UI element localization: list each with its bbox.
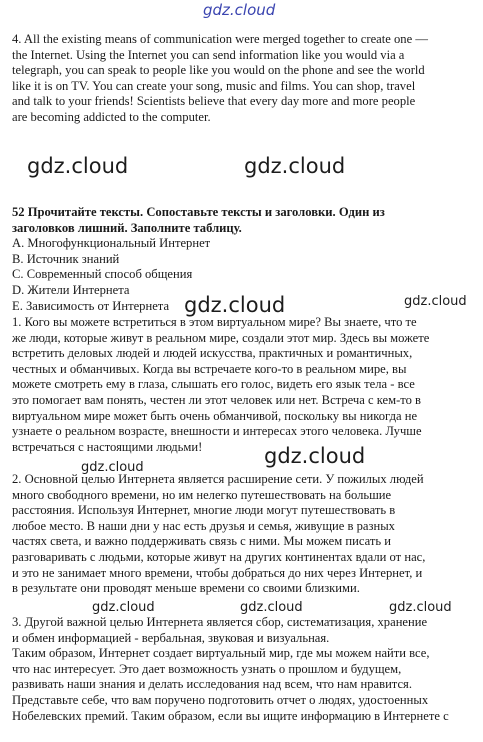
watermark: gdz.cloud: [27, 154, 129, 178]
text-line: и обмен информацией - вербальная, звуковая и визуальная.: [12, 630, 330, 645]
text-line: встречаться с настоящими людьми!: [12, 439, 203, 454]
watermark: gdz.cloud: [244, 154, 346, 178]
heading-option-d: D. Жители Интернета: [12, 282, 130, 297]
text-line: Таким образом, Интернет создает виртуальный мир, где мы можем найти все,: [12, 646, 430, 661]
watermark-top: gdz.cloud: [203, 1, 276, 19]
text-line: 3. Другой важной целью Интернета является сбор, систематизация, хранение: [12, 615, 428, 629]
heading-option-b: В. Источник знаний: [12, 251, 120, 266]
text-line: много свободного времени, но им нелегко путешествовать на большие: [12, 487, 392, 502]
watermark: gdz.cloud: [184, 293, 286, 317]
text-line: можете смотреть ему в глаза, слышать его голос, видеть его язык тела - все: [12, 377, 415, 392]
text-line: узнаете о реальном возрасте, внешности и интересах этого человека. Лучше: [12, 424, 422, 439]
text-line: расстояния. Используя Интернет, многие люди могут путешествовать в: [12, 503, 396, 518]
text-3: [12, 615, 474, 724]
task-heading-line: заголовков лишний. Заполните таблицу.: [12, 220, 242, 235]
watermark: gdz.cloud: [240, 600, 303, 615]
text-line: Нобелевских премий. Таким образом, если вы ищите информацию в Интернете с: [12, 708, 449, 723]
heading-option-e: E. Зависимость от Интернета: [12, 298, 170, 313]
text-line: и это не занимает много времени, чтобы добраться до них через Интернет, и: [12, 565, 423, 580]
text-line: честных и обманчивых. Когда вы встречаете кого-то в реальном мире, вы: [12, 361, 407, 376]
text-line: Представьте себе, что вам поручено подготовить отчет о людях, удостоенных: [12, 692, 429, 707]
text-line: telegraph, you can speak to people like you would on the phone and see the world: [12, 63, 425, 78]
watermark: gdz.cloud: [264, 444, 366, 468]
watermark: gdz.cloud: [389, 600, 452, 615]
task-heading-line: 52 Прочитайте тексты. Сопоставьте тексты и заголовки. Один из: [12, 205, 385, 219]
text-line: виртуальном мире может быть очень обманчивой, поскольку вы никогда не: [12, 408, 418, 423]
text-line: любое место. В наши дни у нас есть друзья и семья, живущие в разных: [12, 518, 395, 533]
text-2: [12, 472, 474, 597]
text-line: and talk to your friends! Scientists believe that every day more and more people: [12, 94, 416, 109]
text-line: встретить деловых людей и людей искусства, практичных и романтичных,: [12, 346, 413, 361]
text-line: частях света, и важно поддерживать связь с ними. Мы можем писать и: [12, 534, 391, 549]
watermark: gdz.cloud: [81, 460, 144, 475]
text-line: 4. All the existing means of communication were merged together to create one —: [12, 32, 428, 46]
task-52: [12, 205, 474, 314]
text-line: 1. Кого вы можете встретиться в этом виртуальном мире? Вы знаете, что те: [12, 315, 417, 329]
watermark: gdz.cloud: [92, 600, 155, 615]
text-line: в результате они проводят меньше времени со своими близкими.: [12, 581, 360, 596]
text-line: что нас интересует. Это дает возможность узнать о прошлом и будущем,: [12, 661, 402, 676]
text-line: the Internet. Using the Internet you can send information like you would via a: [12, 47, 405, 62]
text-line: развивать наши знания и делать исследования над всем, что нам нравится.: [12, 677, 412, 692]
paragraph-english-4: [12, 32, 474, 126]
text-line: like it is on TV. You can create your song, music and films. You can shop, travel: [12, 78, 416, 93]
text-line: же люди, которые живут в реальном мире, создали этот мир. Здесь вы можете: [12, 330, 430, 345]
text-line: это помогает вам понять, честен ли этот человек или нет. Встреча с кем-то в: [12, 392, 422, 407]
heading-option-c: С. Современный способ общения: [12, 267, 193, 282]
text-1: [12, 315, 474, 455]
heading-option-a: А. Многофункциональный Интернет: [12, 236, 211, 251]
text-line: 2. Основной целью Интернета является расширение сети. У пожилых людей: [12, 472, 424, 486]
text-line: are becoming addicted to the computer.: [12, 109, 211, 124]
watermark: gdz.cloud: [404, 294, 467, 309]
text-line: разговаривать с людьми, которые живут на других континентах вдали от нас,: [12, 549, 426, 564]
